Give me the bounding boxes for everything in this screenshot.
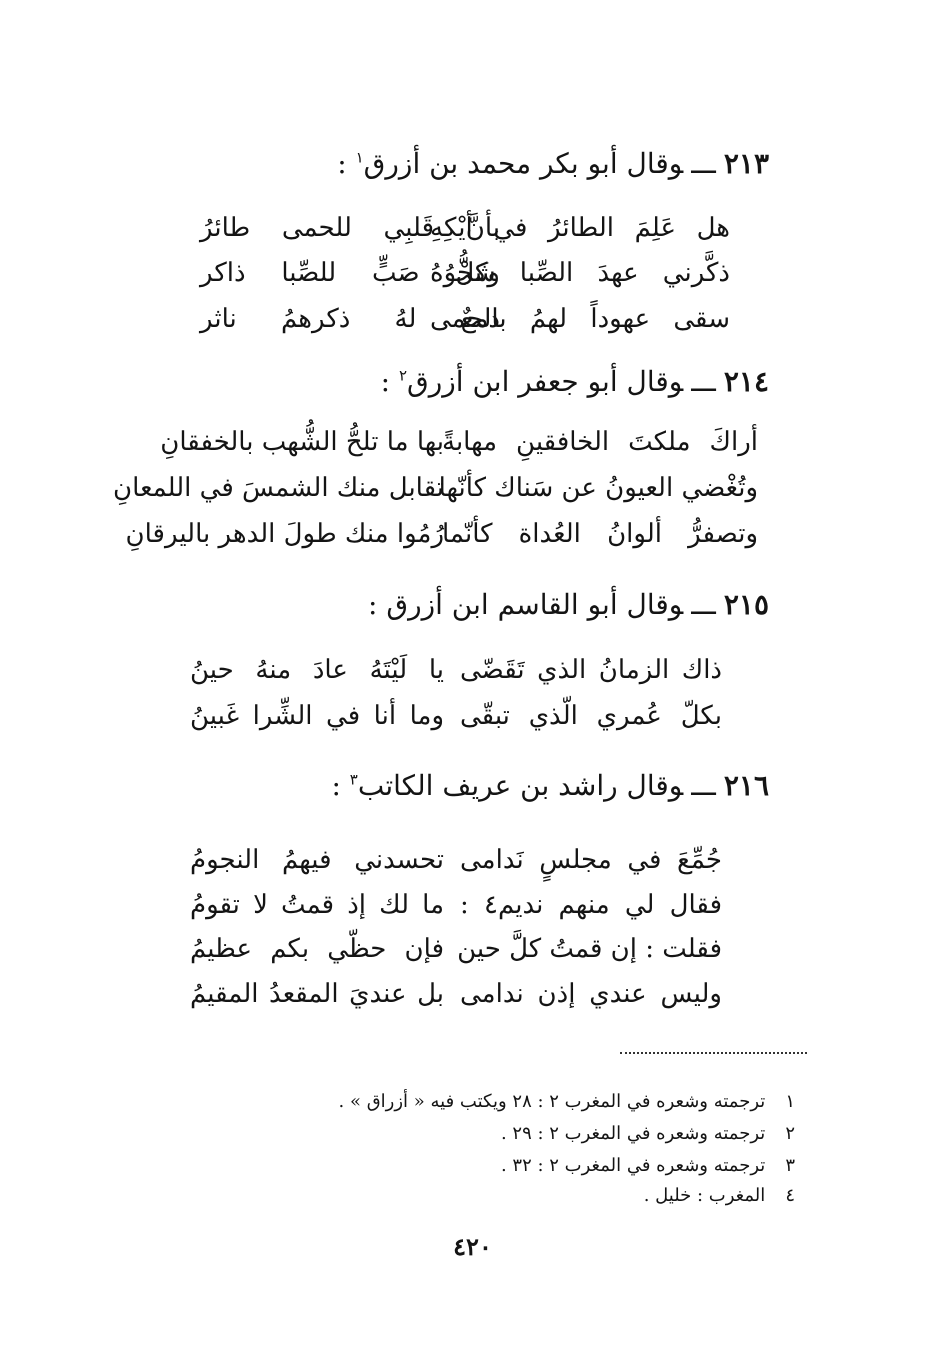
entry-heading: ٢١٤ـــوقال أبو جعفر ابن أزرق$^٢$ : xyxy=(380,365,769,398)
footnote-number: ٢ xyxy=(785,1123,795,1144)
footnote-number: ١ xyxy=(785,1091,795,1112)
verse-line xyxy=(190,972,722,1016)
page-number: ٤٢٠ xyxy=(453,1232,492,1261)
entry-heading: ٢١٥ـــوقال أبو القاسم ابن أزرق : xyxy=(368,588,769,621)
verse-second-hemistich: وما أنا في الشِّرا غَبينُ xyxy=(190,701,444,731)
verse-line xyxy=(190,927,722,971)
entry-intro: وقال راشد بن عريف الكاتب xyxy=(357,769,684,802)
verse-line xyxy=(190,838,722,882)
verse-second-hemistich: تحسدني فيهمُ النجومُ xyxy=(190,845,444,875)
verse-first-hemistich: ذكَّرني عهدَ الصِّبا شَجْوُهُ xyxy=(430,258,730,288)
verse-first-hemistich: بكلّ عُمري الّذي تبقّى xyxy=(460,701,722,731)
footnote-ref: ٢ xyxy=(398,366,408,385)
verse-second-hemistich: ما لك إذ قمتُ لا تقومُ xyxy=(190,890,444,920)
verse-line xyxy=(113,466,758,510)
verse-first-hemistich: أراكَ ملكتَ الخافقينِ مهابةً xyxy=(442,427,758,457)
verse-line xyxy=(190,883,722,927)
verse-first-hemistich: فقلت : إن قمتُ كلَّ حين xyxy=(457,934,722,964)
entry-number: ٢١٤ xyxy=(723,365,769,398)
verse-line xyxy=(160,420,758,464)
verse-first-hemistich: هل عَلِمَ الطائرُ في أيْكِهِ xyxy=(430,213,730,243)
verse-second-hemistich: يا لَيْتَهُ عادَ منهُ حينُ xyxy=(190,655,444,685)
verse-first-hemistich: وتصفرُّ ألوانُ العُداة كأنّما xyxy=(442,519,758,549)
verse-first-hemistich: سقى عهوداً لهمُ بالحمى xyxy=(430,304,730,334)
footnote-text: ترجمته وشعره في المغرب ٢ : ٢٩ . xyxy=(500,1123,766,1144)
verse-line xyxy=(190,694,722,738)
entry-intro: وقال أبو جعفر ابن أزرق xyxy=(407,365,684,398)
verse-second-hemistich: فإن حظّي بكم عظيمُ xyxy=(190,934,444,964)
verse-second-hemistich: بأنَّ قَلبِي للحمى طائرُ xyxy=(200,213,500,243)
verse-line xyxy=(200,297,730,341)
verse-first-hemistich: فقال لي منهم نديم٤ : xyxy=(460,890,723,920)
verse-second-hemistich: تقابل منك الشمسَ في اللمعانِ xyxy=(113,473,444,503)
verse-second-hemistich: وكلُّ صَبٍّ للصِّبا ذاكر xyxy=(200,258,500,288)
verse-second-hemistich: دمعٌ لهُ ذكرهمُ ناثر xyxy=(200,304,500,334)
footnote-ref: ١ xyxy=(355,148,364,167)
footnote-text: المغرب : خليل . xyxy=(643,1185,766,1206)
verse-first-hemistich: ذاك الزمانُ الذي تَقَضّى xyxy=(460,655,722,685)
verse-line xyxy=(125,512,758,556)
footnote-ref: ٣ xyxy=(349,770,358,789)
entry-heading: ٢١٣ـــوقال أبو بكر محمد بن أزرق$^١$ : xyxy=(337,147,769,180)
entry-number: ٢١٥ xyxy=(723,588,769,621)
entry-heading: ٢١٦ـــوقال راشد بن عريف الكاتب$^٣$ : xyxy=(331,769,769,802)
footnote xyxy=(275,1152,795,1180)
footnote-number: ٣ xyxy=(785,1155,795,1176)
footnote-separator xyxy=(620,1052,807,1054)
verse-line xyxy=(200,206,730,250)
verse-second-hemistich: رُمُوا منك طولَ الدهر باليرقانِ xyxy=(125,519,444,549)
footnote xyxy=(275,1120,795,1148)
entry-number: ٢١٣ xyxy=(723,147,769,180)
entry-number: ٢١٦ xyxy=(723,769,769,802)
entry-intro: وقال أبو بكر محمد بن أزرق xyxy=(363,147,684,180)
footnote-text: ترجمته وشعره في المغرب ٢ : ٢٨ ويكتب فيه « أزراق » . xyxy=(338,1091,766,1112)
verse-line xyxy=(200,251,730,295)
verse-first-hemistich: وتُغْضي العيونُ عن سَناك كأنّها xyxy=(438,473,758,503)
verse-second-hemistich: بل عنديَ المقعدُ المقيمُ xyxy=(190,979,444,1009)
verse-first-hemistich: جُمِّعَ في مجلسٍ نَدامى xyxy=(460,845,722,875)
footnote-text: ترجمته وشعره في المغرب ٢ : ٣٢ . xyxy=(500,1155,766,1176)
verse-line xyxy=(190,648,722,692)
verse-first-hemistich: وليس عندي إذن ندامى xyxy=(460,979,722,1009)
footnote xyxy=(275,1182,795,1210)
footnote-number: ٤ xyxy=(785,1185,795,1206)
entry-intro: وقال أبو القاسم ابن أزرق xyxy=(386,588,684,621)
footnote xyxy=(275,1088,795,1116)
verse-second-hemistich: بها ما تلحُّ الشُّهب بالخفقانِ xyxy=(160,427,444,457)
